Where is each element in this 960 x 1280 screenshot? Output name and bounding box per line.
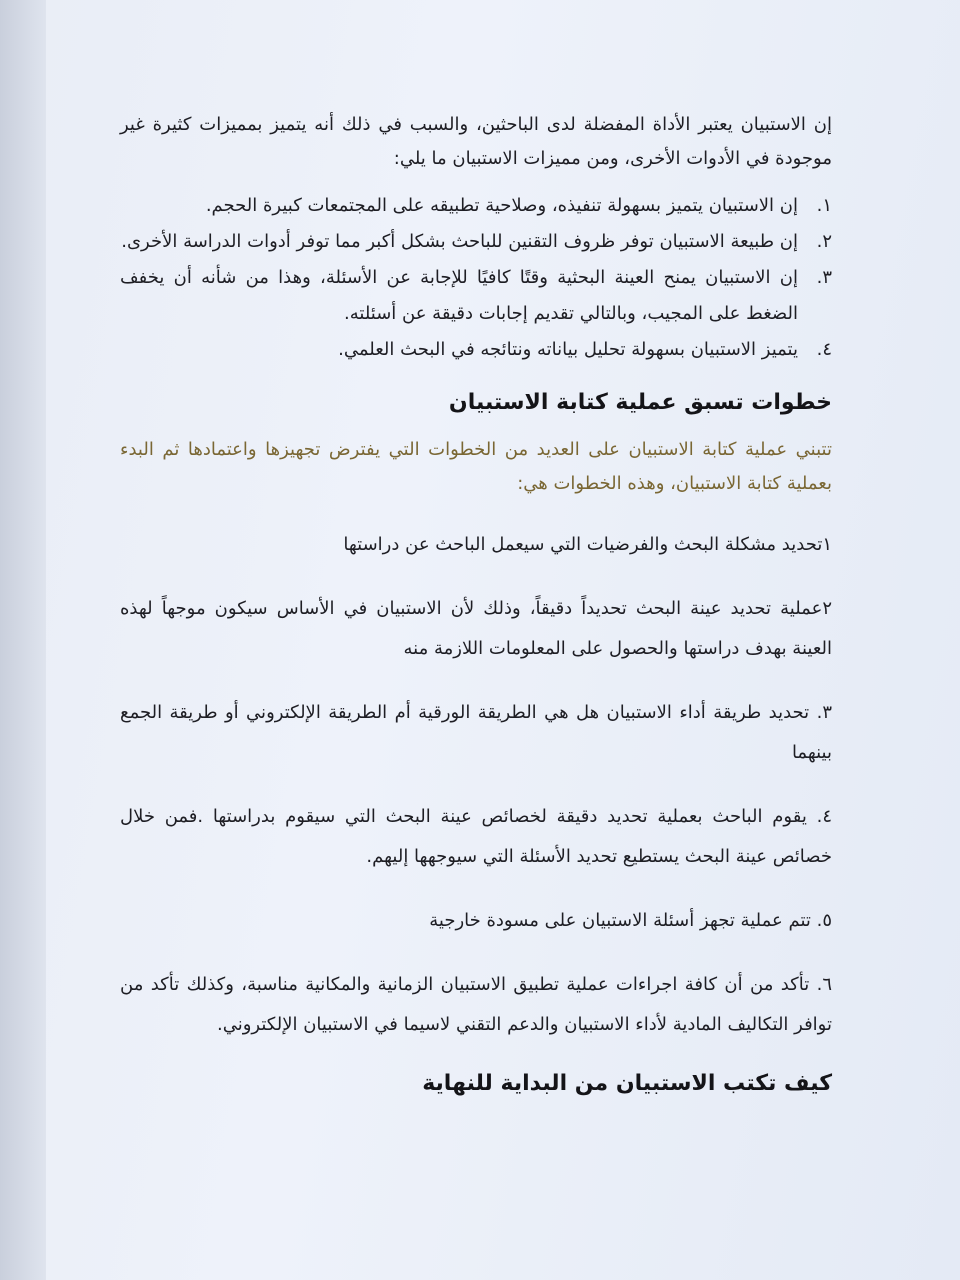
list-number: ٣.: [816, 267, 832, 288]
step-paragraph: ٣. تحديد طريقة أداء الاستبيان هل هي الطريقة الورقية أم الطريقة الإلكتروني أو طريقة الجمع بينهما: [120, 702, 832, 763]
page-edge-shadow: [0, 0, 46, 1280]
list-text: إن الاستبيان يتميز بسهولة تنفيذه، وصلاحية تطبيقه على المجتمعات كبيرة الحجم.: [205, 195, 798, 216]
step-paragraph: ٥. تتم عملية تجهز أسئلة الاستبيان على مسودة خارجية: [429, 910, 832, 931]
intro-paragraph: إن الاستبيان يعتبر الأداة المفضلة لدى الباحثين، والسبب في ذلك أنه يتميز بمميزات كثيرة غير موجودة في الأدوات الأخرى، ومن مميزات الاستبيان ما يلي:: [120, 114, 832, 169]
list-number: ٢.: [816, 231, 832, 252]
list-text: إن الاستبيان يمنح العينة البحثية وقتًا كافيًا للإجابة عن الأسئلة، وهذا من شأنه أن يخفف الضغط على المجيب، وبالتالي تقديم إجابات دقيقة عن أسئلته.: [120, 267, 798, 324]
list-item: [120, 224, 832, 260]
step-paragraph: ٦. تأكد من أن كافة اجراءات عملية تطبيق الاستبيان الزمانية والمكانية مناسبة، وكذلك تأكد من توافر التكاليف المادية لأداء الاستبيان والدعم التقني لاسيما في الاستبيان الإلكتروني.: [120, 974, 832, 1035]
list-item: [120, 188, 832, 224]
list-number: ١.: [816, 195, 832, 216]
list-item: [120, 260, 832, 332]
section-heading-how-to-write: كيف تكتب الاستبيان من البداية للنهاية: [422, 1071, 832, 1096]
step-paragraph: ٢عملية تحديد عينة البحث تحديداً دقيقاً، وذلك لأن الاستبيان في الأساس سيكون موجهاً لهذه العينة بهدف دراستها والحصول على المعلومات اللازمة منه: [120, 598, 832, 659]
step-paragraph: ٤. يقوم الباحث بعملية تحديد دقيقة لخصائص عينة البحث التي سيقوم بدراستها .فمن خلال خصائص عينة البحث يستطيع تحديد الأسئلة التي سيوجهها إليهم.: [120, 806, 832, 867]
steps-intro-paragraph: تتبني عملية كتابة الاستبيان على العديد من الخطوات التي يفترض تجهيزها واعتمادها ثم البدء بعملية كتابة الاستبيان، وهذه الخطوات هي:: [120, 439, 832, 494]
section-heading-steps: خطوات تسبق عملية كتابة الاستبيان: [448, 390, 832, 415]
step-paragraph: ١تحديد مشكلة البحث والفرضيات التي سيعمل الباحث عن دراستها: [343, 534, 832, 555]
advantages-list: [120, 188, 832, 368]
list-text: يتميز الاستبيان بسهولة تحليل بياناته ونتائجه في البحث العلمي.: [338, 339, 798, 360]
list-text: إن طبيعة الاستبيان توفر ظروف التقنين للباحث بشكل أكبر مما توفر أدوات الدراسة الأخرى.: [121, 231, 798, 252]
list-item: [120, 332, 832, 368]
list-number: ٤.: [816, 339, 832, 360]
document-page: [120, 108, 832, 1096]
